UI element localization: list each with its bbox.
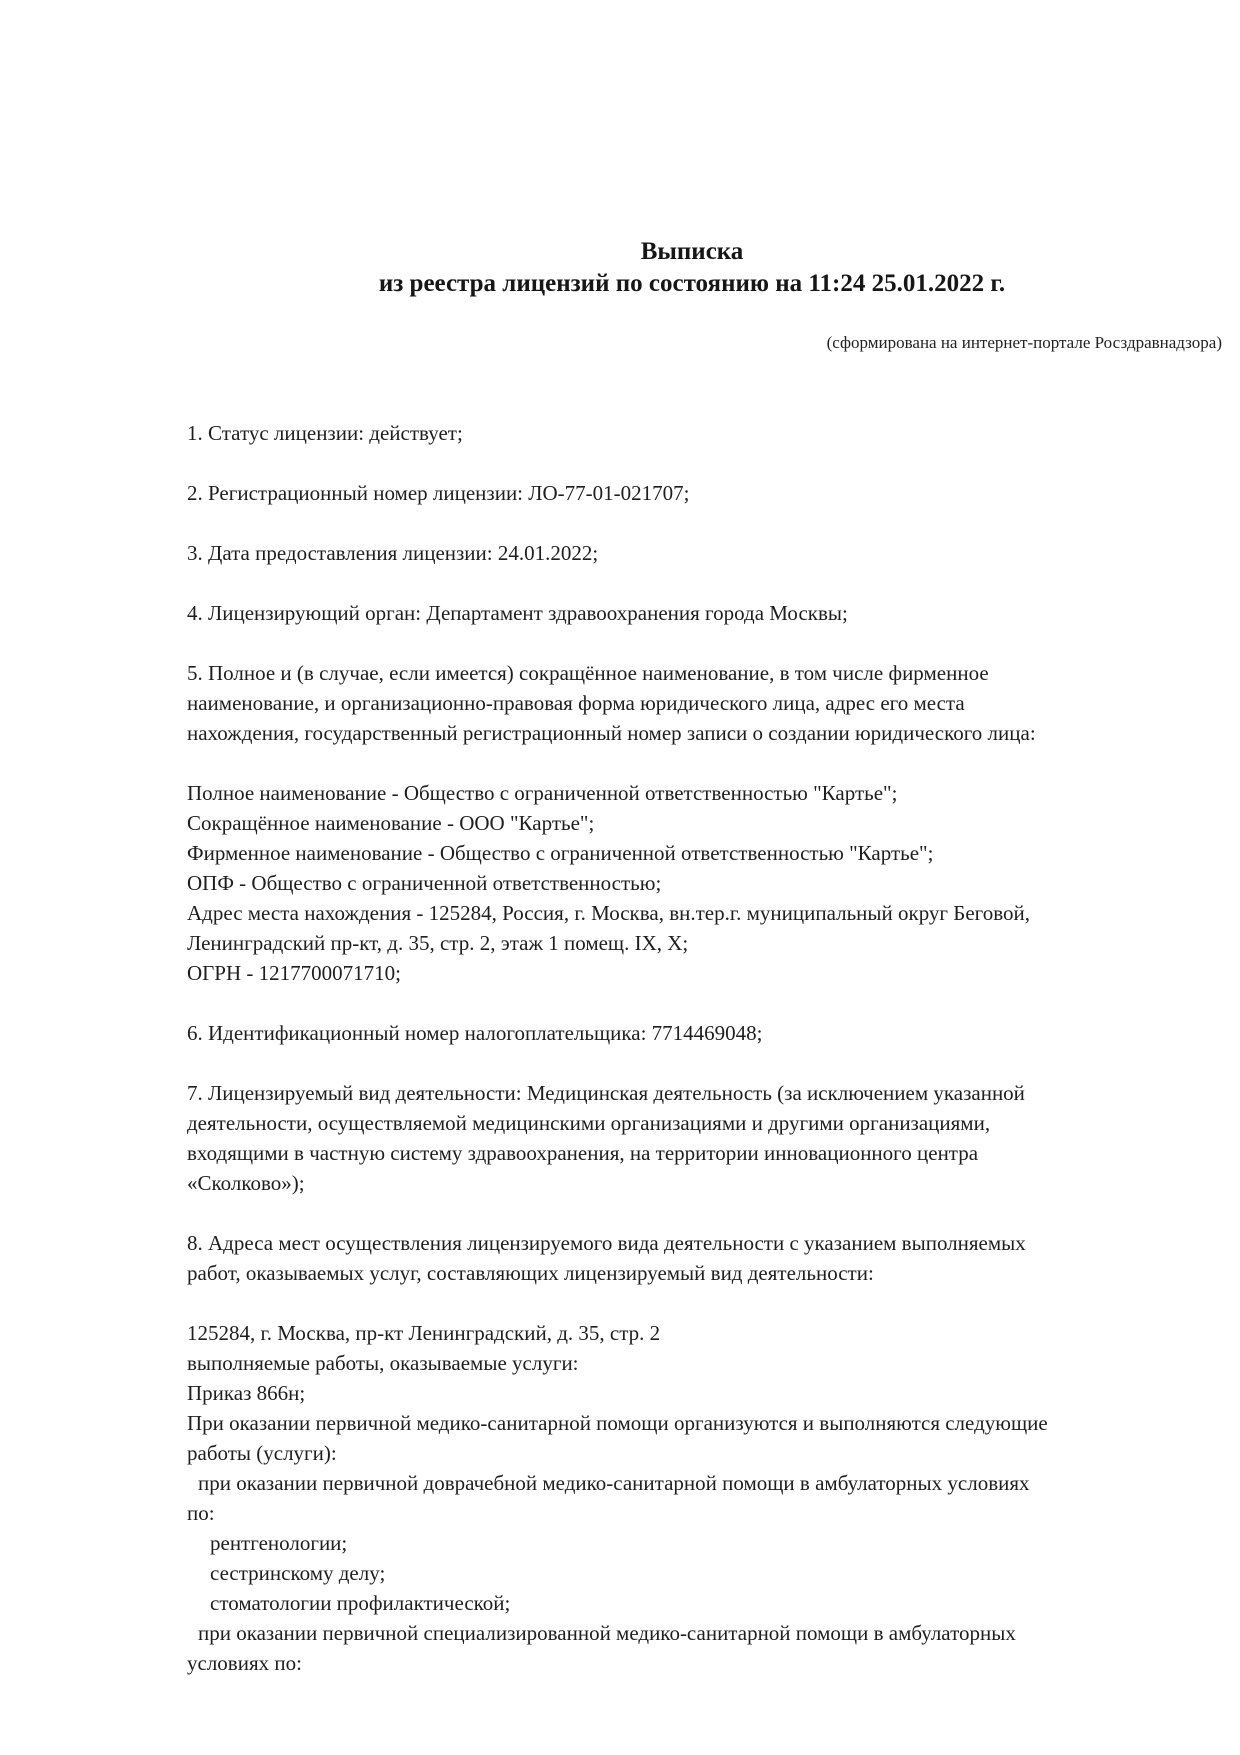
specialized-line: условиях по: [187, 1651, 302, 1675]
full-name: Полное наименование - Общество с ограниченной ответственностью "Картье"; [187, 781, 898, 805]
legal-address: Адрес места нахождения - 125284, Россия, г. Москва, вн.тер.г. муниципальный округ Беговой, [187, 901, 1031, 925]
addresses-heading-line: 8. Адреса мест осуществления лицензируемого вида деятельности с указанием выполняемых [187, 1231, 1026, 1255]
legal-form: ОПФ - Общество с ограниченной ответственностью; [187, 871, 662, 895]
names-heading-line: 5. Полное и (в случае, если имеется) сокращённое наименование, в том числе фирменное [187, 661, 989, 685]
licensing-authority: 4. Лицензирующий орган: Департамент здравоохранения города Москвы; [187, 601, 848, 625]
activity-line: 7. Лицензируемый вид деятельности: Медицинская деятельность (за исключением указанной [187, 1081, 1025, 1105]
names-heading-line: наименование, и организационно-правовая форма юридического лица, адрес его места [187, 691, 965, 715]
document-subtitle: из реестра лицензий по состоянию на 11:24 25.01.2022 г. [378, 270, 1006, 297]
names-heading-line: нахождения, государственный регистрационный номер записи о создании юридического лица: [187, 721, 1036, 745]
activity-line: «Сколково»); [187, 1171, 305, 1195]
works-label: выполняемые работы, оказываемые услуги: [187, 1351, 579, 1375]
license-status: 1. Статус лицензии: действует; [187, 421, 463, 445]
primary-care-line: работы (услуги): [187, 1441, 337, 1465]
service-item: сестринскому делу; [210, 1561, 386, 1585]
primary-care-line: При оказании первичной медико-санитарной помощи организуются и выполняются следующие [187, 1411, 1048, 1435]
ogrn: ОГРН - 1217700071710; [187, 961, 401, 985]
legal-address-cont: Ленинградский пр-кт, д. 35, стр. 2, этаж 1 помещ. IX, X; [187, 931, 689, 955]
service-item: рентгенологии; [210, 1531, 348, 1555]
addresses-heading-line: работ, оказываемых услуг, составляющих лицензируемый вид деятельности: [187, 1261, 874, 1285]
brand-name: Фирменное наименование - Общество с ограниченной ответственностью "Картье"; [187, 841, 934, 865]
inn: 6. Идентификационный номер налогоплательщика: 7714469048; [187, 1021, 763, 1045]
prehospital-line: по: [187, 1501, 215, 1525]
order-ref: Приказ 866н; [187, 1381, 306, 1405]
activity-line: входящими в частную систему здравоохранения, на территории инновационного центра [187, 1141, 979, 1165]
short-name: Сокращённое наименование - ООО "Картье"; [187, 811, 595, 835]
prehospital-line: при оказании первичной доврачебной медико-санитарной помощи в амбулаторных условиях [198, 1471, 1030, 1495]
document-title: Выписка [640, 238, 744, 265]
activity-line: деятельности, осуществляемой медицинскими организациями и другими организациями, [187, 1111, 991, 1135]
source-note: (сформирована на интернет-портале Росздравнадзора) [826, 333, 1222, 352]
document-body [187, 418, 1207, 1678]
license-date: 3. Дата предоставления лицензии: 24.01.2022; [187, 541, 599, 565]
activity-address: 125284, г. Москва, пр-кт Ленинградский, д. 35, стр. 2 [187, 1321, 661, 1345]
specialized-line: при оказании первичной специализированной медико-санитарной помощи в амбулаторных [198, 1621, 1016, 1645]
service-item: стоматологии профилактической; [210, 1591, 511, 1615]
license-reg-number: 2. Регистрационный номер лицензии: ЛО-77-01-021707; [187, 481, 690, 505]
